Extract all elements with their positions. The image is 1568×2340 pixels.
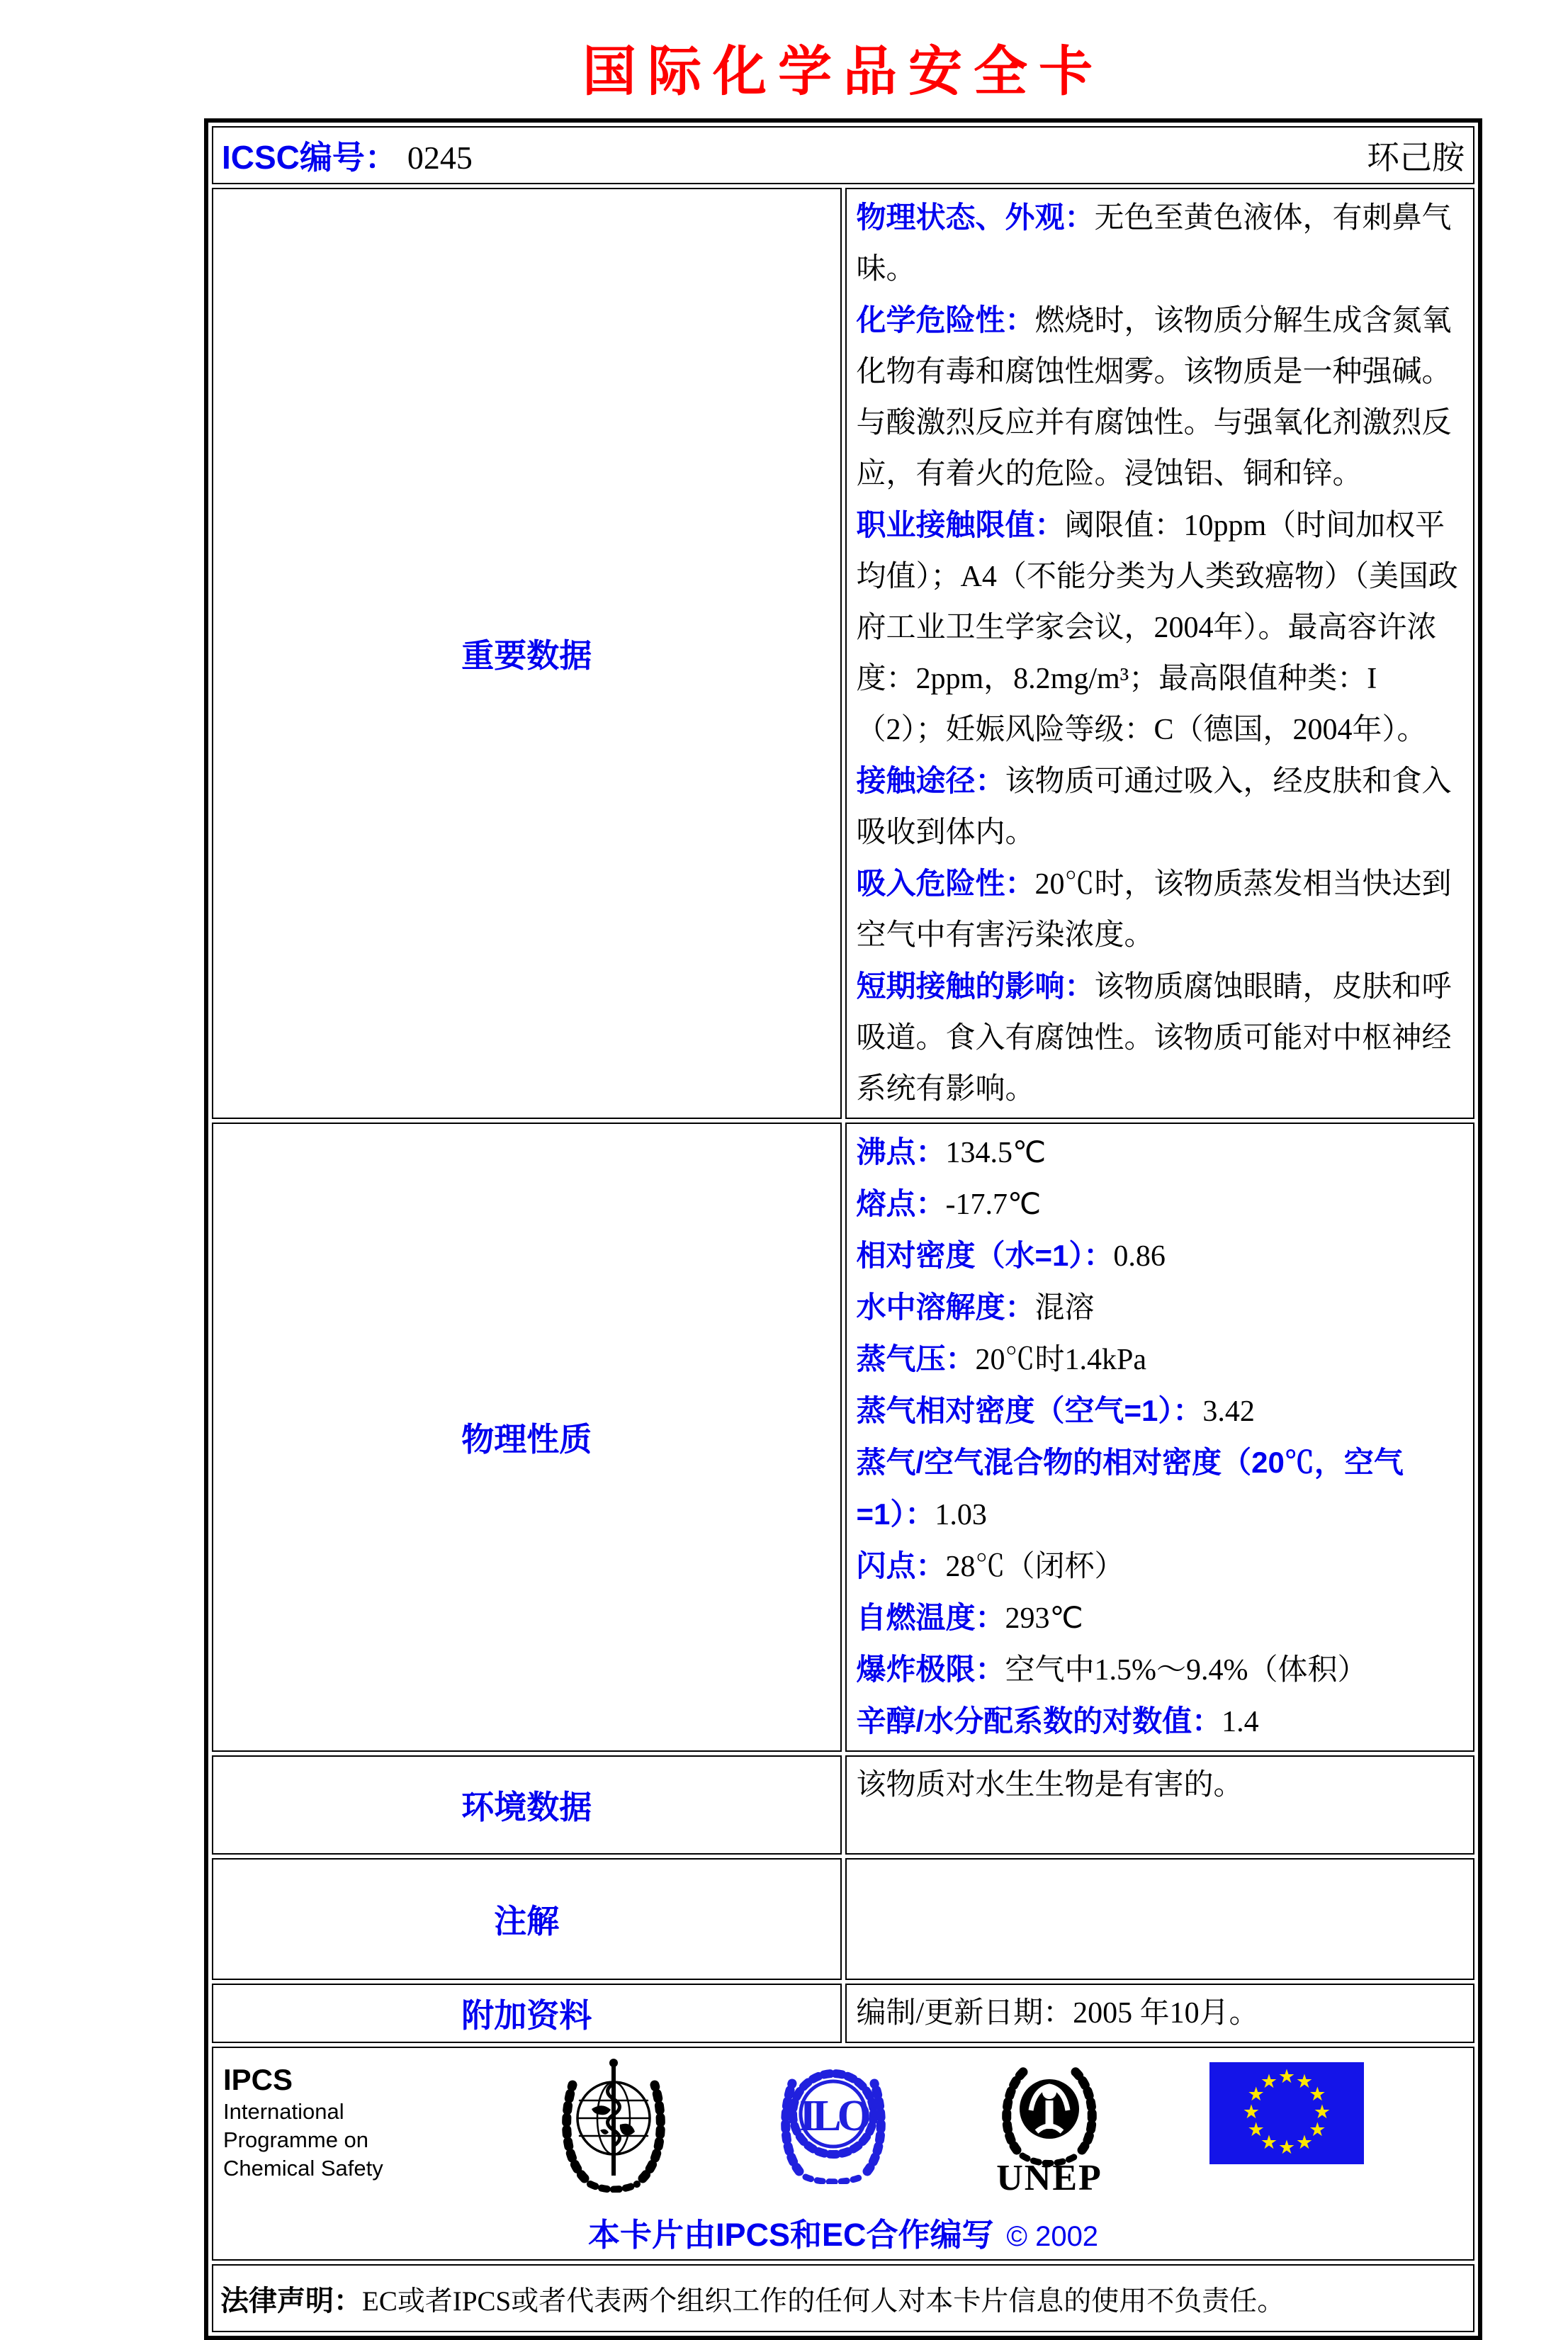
data-item-label: 蒸气相对密度（空气=1）： xyxy=(856,1394,1203,1427)
data-item xyxy=(857,1230,1464,1282)
footer-caption xyxy=(223,2209,1463,2255)
data-item-value: 混溶 xyxy=(1034,1292,1095,1324)
data-item-value: 该物质腐蚀眼睛，皮肤和呼吸道。食入有腐蚀性。该物质可能对中枢神经系统有影响。 xyxy=(856,971,1452,1106)
data-item xyxy=(857,858,1464,961)
data-item-label: 水中溶解度： xyxy=(856,1290,1035,1324)
environmental-data-text: 该物质对水生生物是有害的。 xyxy=(856,1769,1243,1801)
section-content-notes xyxy=(845,1858,1475,1980)
data-item-value: 无色至黄色液体，有刺鼻气味。 xyxy=(856,202,1452,286)
data-item-label: 物理状态、外观： xyxy=(856,201,1095,234)
eu-flag-star: ★ xyxy=(1313,2101,1331,2122)
section-label-environmental-data: 环境数据 xyxy=(212,1755,842,1855)
who-logo-icon xyxy=(556,2052,671,2196)
ipcs-acronym: IPCS xyxy=(223,2063,293,2096)
section-content-physical-properties xyxy=(845,1123,1475,1752)
data-item-label: 相对密度（水=1）： xyxy=(856,1239,1114,1272)
data-item-label: 蒸气/空气混合物的相对密度（20℃，空气=1）： xyxy=(856,1446,1404,1531)
data-item-value: 1.4 xyxy=(1222,1706,1259,1738)
footer-caption-text: 本卡片由IPCS和EC合作编写 xyxy=(587,2217,994,2253)
data-item xyxy=(857,1541,1464,1592)
data-item xyxy=(857,1696,1464,1748)
unep-letters: UNEP xyxy=(996,2158,1102,2194)
data-item xyxy=(857,961,1464,1115)
unep-logo-icon xyxy=(995,2052,1103,2198)
ipcs-line-1: International xyxy=(223,2099,344,2124)
icsc-number-label: ICSC编号： xyxy=(222,139,397,176)
section-label-important-data: 重要数据 xyxy=(212,188,842,1119)
eu-flag-star: ★ xyxy=(1242,2101,1260,2122)
eu-flag-star: ★ xyxy=(1247,2083,1265,2105)
eu-flag-icon xyxy=(1209,2062,1364,2164)
data-item xyxy=(857,192,1464,295)
data-item-value: 293℃ xyxy=(1005,1602,1083,1635)
data-item xyxy=(857,1644,1464,1696)
eu-flag-star: ★ xyxy=(1309,2083,1326,2105)
safety-card-table xyxy=(204,118,1482,2340)
section-label-notes: 注解 xyxy=(212,1858,842,1980)
data-item-value: 该物质可通过吸入，经皮肤和食入吸收到体内。 xyxy=(856,765,1452,849)
eu-flag-star: ★ xyxy=(1277,2066,1296,2087)
ipcs-text-block xyxy=(223,2052,450,2183)
icsc-number-value: 0245 xyxy=(407,140,473,176)
data-item-label: 短期接触的影响： xyxy=(856,969,1095,1003)
footer-copyright: © 2002 xyxy=(1006,2221,1099,2252)
section-label-additional-information: 附加资料 xyxy=(212,1984,842,2043)
data-item-label: 蒸气压： xyxy=(856,1342,976,1376)
data-item xyxy=(857,1592,1464,1644)
page-title: 国际化学品安全卡 xyxy=(582,43,1104,102)
section-label-physical-properties: 物理性质 xyxy=(212,1123,842,1752)
eu-flag-star: ★ xyxy=(1247,2119,1265,2140)
legal-notice-text: EC或者IPCS或者代表两个组织工作的任何人对本卡片信息的使用不负责任。 xyxy=(362,2285,1285,2317)
ilo-logo-icon xyxy=(777,2052,889,2188)
data-item xyxy=(857,1334,1464,1385)
data-item-label: 熔点： xyxy=(856,1187,946,1220)
data-item xyxy=(857,500,1464,755)
data-item-label: 化学危险性： xyxy=(856,303,1035,337)
section-content-important-data xyxy=(845,188,1475,1119)
data-item-value: 燃烧时，该物质分解生成含氮氧化物有毒和腐蚀性烟雾。该物质是一种强碱。与酸激烈反应并有腐蚀性。与强氧化剂激烈反应，有着火的危险。浸蚀铝、铜和锌。 xyxy=(856,305,1452,490)
data-item-label: 接触途径： xyxy=(856,764,1005,797)
data-item xyxy=(857,295,1464,500)
eu-flag-star: ★ xyxy=(1295,2070,1314,2092)
data-item-label: 爆炸极限： xyxy=(856,1653,1005,1686)
data-item xyxy=(857,755,1464,858)
icsc-safety-card-page xyxy=(0,28,1568,2317)
ipcs-line-2: Programme on xyxy=(223,2127,369,2152)
legal-notice-label: 法律声明： xyxy=(220,2285,362,2317)
ilo-letters: ILO xyxy=(799,2092,867,2140)
chemical-name: 环己胺 xyxy=(1367,140,1465,176)
data-item-label: 闪点： xyxy=(856,1549,946,1582)
icsc-number-group xyxy=(222,132,473,179)
data-item xyxy=(857,1179,1464,1230)
data-item-value: 20℃时1.4kPa xyxy=(975,1344,1147,1376)
data-item xyxy=(857,1282,1464,1334)
data-item-value: 20℃时，该物质蒸发相当快达到空气中有害污染浓度。 xyxy=(856,868,1452,952)
data-item-value: 空气中1.5%～9.4%（体积） xyxy=(1005,1654,1367,1687)
data-item-value: 3.42 xyxy=(1202,1395,1255,1428)
additional-information-text: 编制/更新日期：2005 年10月。 xyxy=(856,1997,1259,2030)
data-item-label: 自燃温度： xyxy=(856,1601,1005,1634)
data-item-value: 134.5℃ xyxy=(945,1137,1047,1169)
card-header-row xyxy=(212,126,1474,184)
data-item-label: 职业接触限值： xyxy=(856,508,1065,541)
data-item-label: 吸入危险性： xyxy=(856,867,1035,900)
data-item-label: 沸点： xyxy=(856,1135,946,1169)
eu-flag-star: ★ xyxy=(1309,2119,1326,2140)
eu-flag-star: ★ xyxy=(1277,2137,1296,2158)
data-item xyxy=(857,1437,1464,1541)
legal-notice-row xyxy=(212,2264,1474,2332)
section-content-environmental-data xyxy=(845,1755,1475,1855)
section-content-additional-information xyxy=(845,1984,1475,2043)
data-item-value: 28℃（闭杯） xyxy=(945,1551,1124,1583)
eu-flag-star: ★ xyxy=(1260,2070,1278,2092)
data-item-label: 辛醇/水分配系数的对数值： xyxy=(856,1704,1222,1738)
data-item xyxy=(857,1127,1464,1179)
data-item-value: -17.7℃ xyxy=(945,1188,1042,1221)
data-item xyxy=(857,1385,1464,1437)
organizations-footer-row xyxy=(212,2047,1474,2261)
eu-flag-star: ★ xyxy=(1260,2132,1278,2154)
eu-flag-star: ★ xyxy=(1295,2132,1314,2154)
ipcs-line-3: Chemical Safety xyxy=(223,2156,383,2181)
data-item-value: 0.86 xyxy=(1113,1240,1166,1273)
data-item-value: 阈限值：10ppm（时间加权平均值）；A4（不能分类为人类致癌物）（美国政府工业卫生学家会议，2004年）。最高容许浓度：2ppm，8.2mg/m³；最高限值种类：I（2）；妊娠风险等级：C（德国，2004年）。 xyxy=(856,510,1458,746)
data-item-value: 1.03 xyxy=(935,1499,987,1531)
